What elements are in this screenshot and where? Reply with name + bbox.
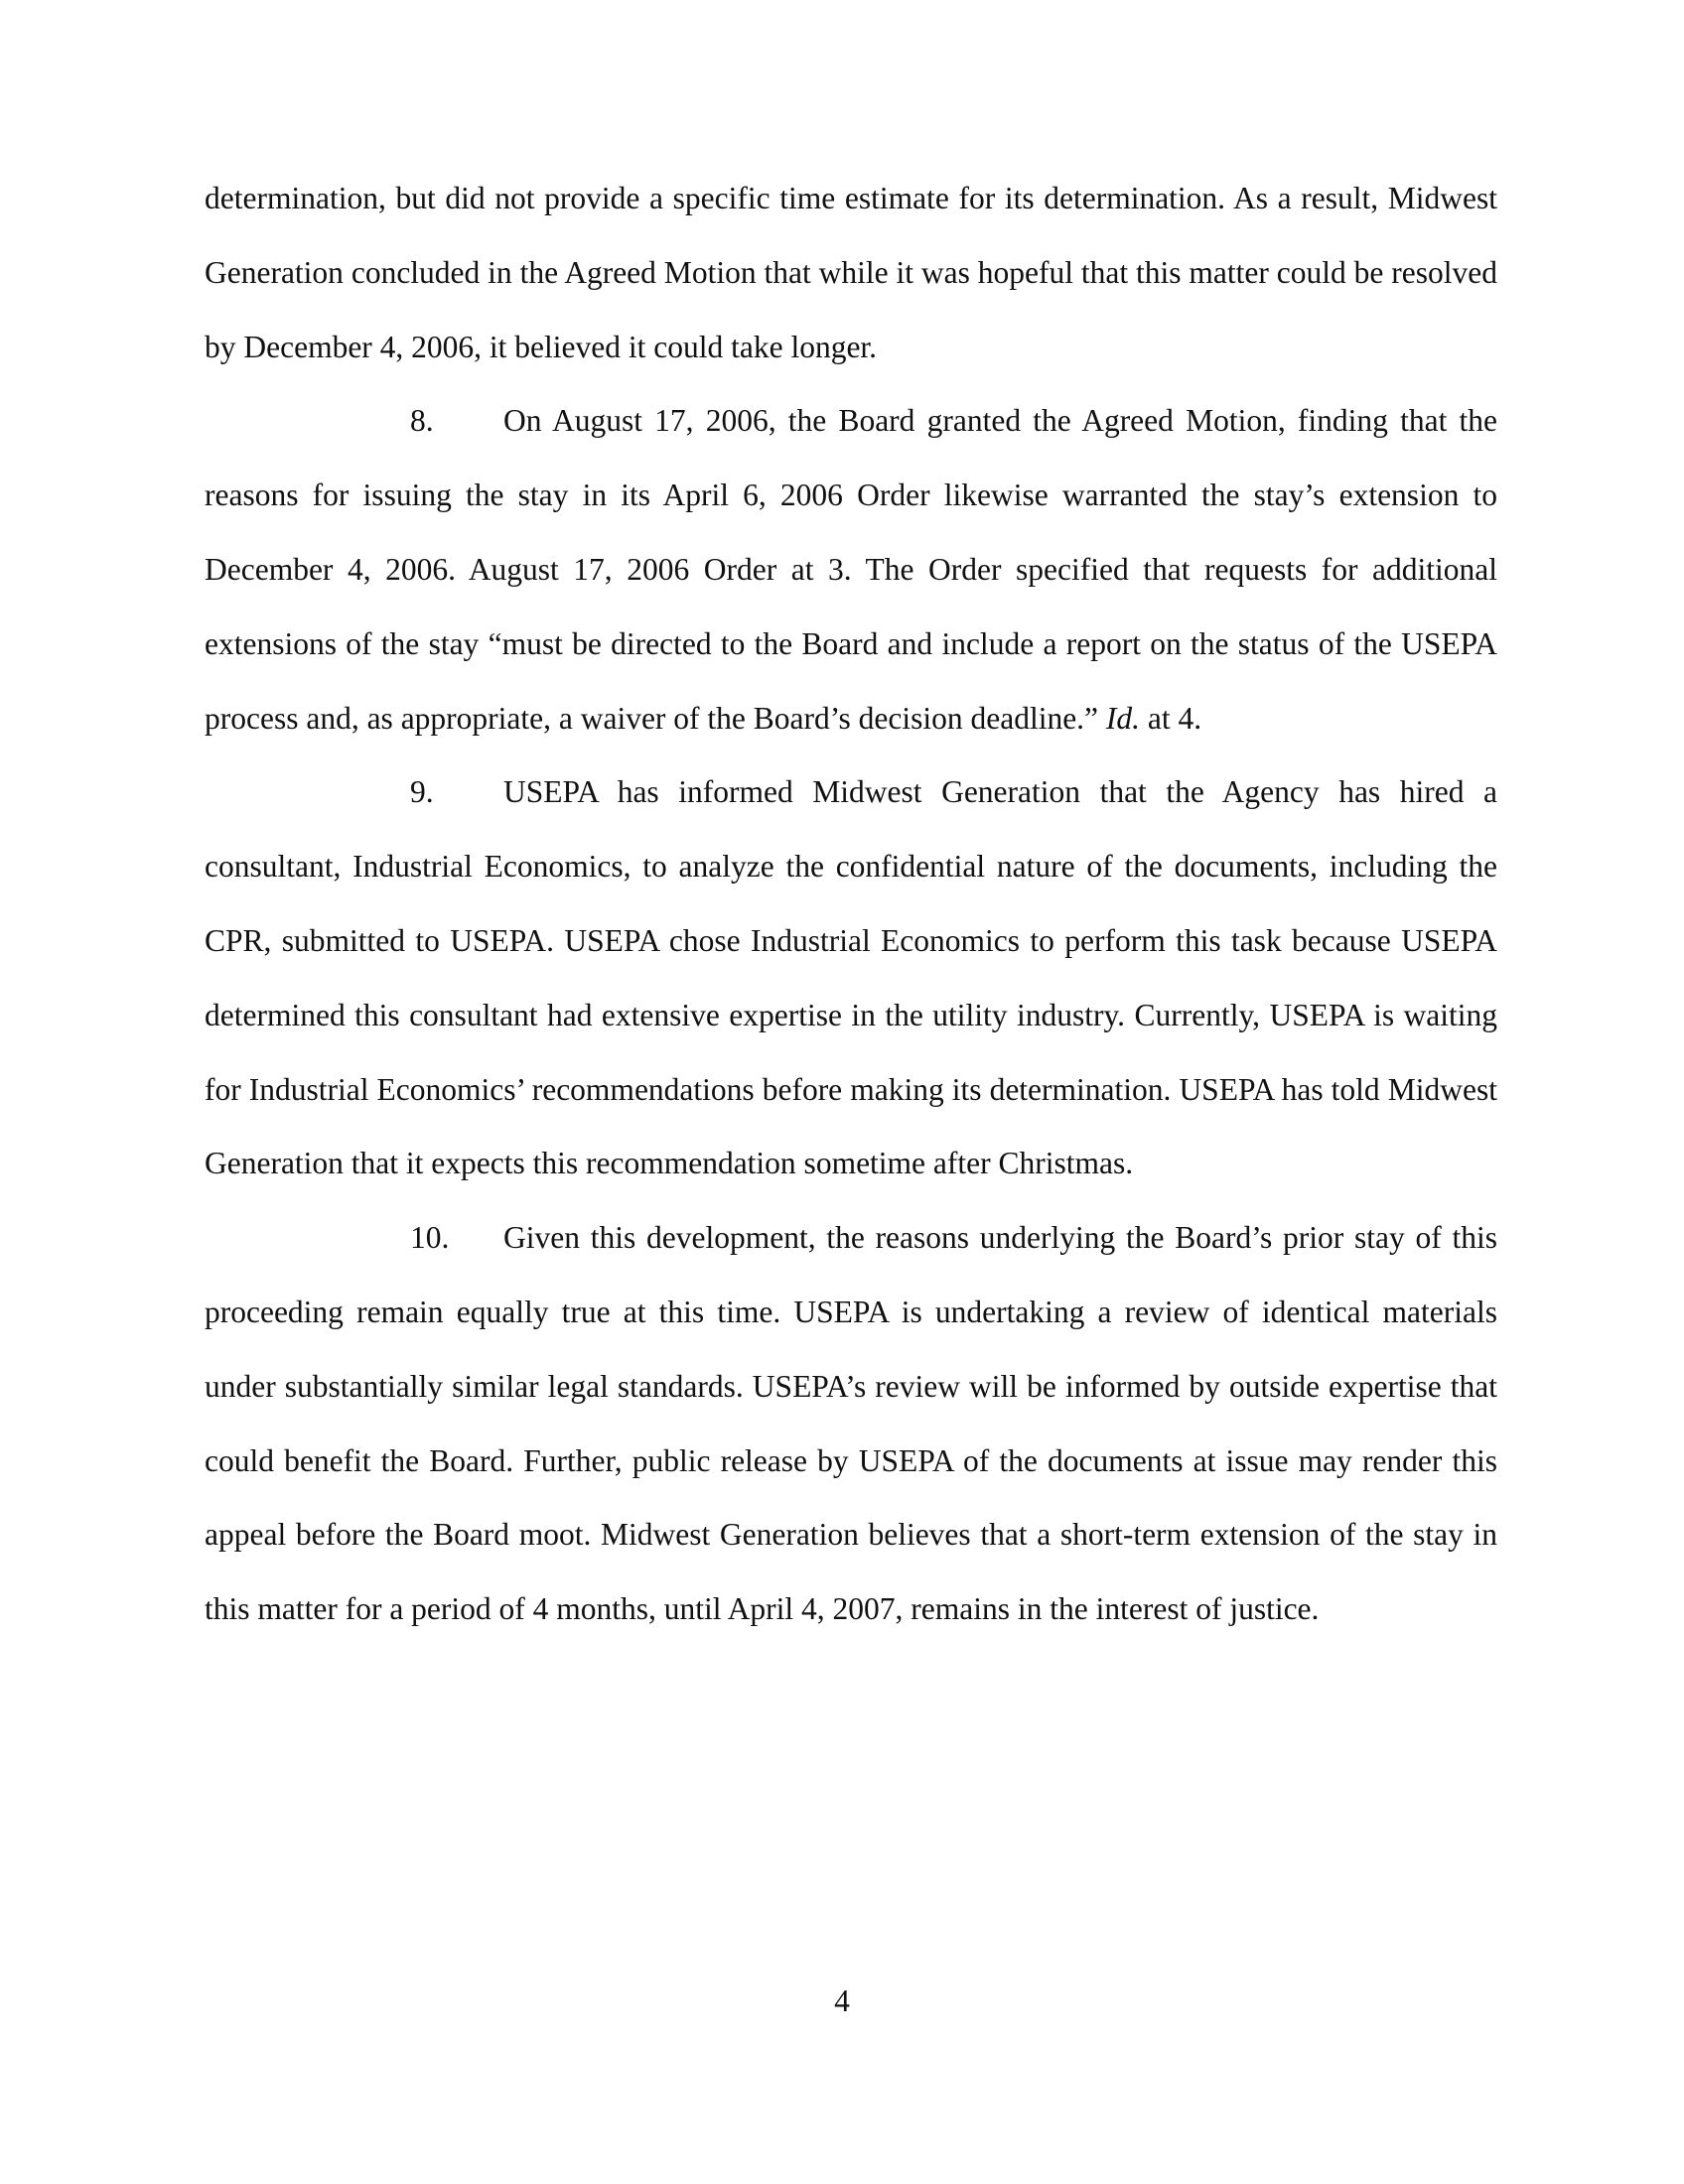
paragraph-8: [205, 384, 1497, 755]
continuation-paragraph: determination, but did not provide a specific time estimate for its determination. As a result, Midwest Generation concluded in the Agreed Motion that while it was hopeful that this matter could be resolved by December 4, 2006, it believed it could take longer.: [205, 181, 1497, 364]
paragraph-9: [205, 755, 1497, 1201]
paragraph-10: [205, 1201, 1497, 1647]
paragraph-number: 10.: [410, 1220, 450, 1256]
paragraph-text: USEPA has informed Midwest Generation that the Agency has hired a consultant, Industrial Economics, to analyze the confidential nature of the documents, including the CPR, submitted to USEPA. USEPA chose Industrial Economics to perform this task because USEPA determined this consultant had extensive expertise in the utility industry. Currently, USEPA is waiting for Industrial Economics’ recommendations before making its determination. USEPA has told Midwest Generation that it expects this recommendation sometime after Christmas.: [205, 774, 1497, 1181]
citation-id: Id.: [1105, 700, 1141, 736]
document-body: [205, 162, 1497, 1647]
paragraph-number: 8.: [410, 403, 434, 439]
paragraph-number: 9.: [410, 774, 434, 810]
citation-pin: at 4.: [1147, 700, 1202, 736]
paragraph-text: On August 17, 2006, the Board granted the Agreed Motion, finding that the reasons for issuing the stay in its April 6, 2006 Order likewise warranted the stay’s extension to December 4, 2006. August 17, 2006 Order at 3. The Order specified that requests for additional extensions of the stay “must be directed to the Board and include a report on the status of the USEPA process and, as appropriate, a waiver of the Board’s decision deadline.”: [205, 403, 1497, 736]
paragraph-text: Given this development, the reasons underlying the Board’s prior stay of this proceeding remain equally true at this time. USEPA is undertaking a review of identical materials under substantially similar legal standards. USEPA’s review will be informed by outside expertise that could benefit the Board. Further, public release by USEPA of the documents at issue may render this appeal before the Board moot. Midwest Generation believes that a short-term extension of the stay in this matter for a period of 4 months, until April 4, 2007, remains in the interest of justice.: [205, 1220, 1497, 1627]
page-number: 4: [834, 1983, 850, 2018]
